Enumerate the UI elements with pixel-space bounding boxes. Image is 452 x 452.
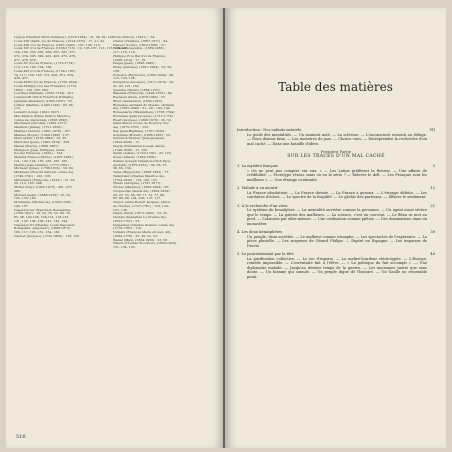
- index-entry: (1924-2006) : 17.: [113, 140, 141, 144]
- index-entry: Louis XIII (roi de France), (1601-1643) : 101, 106, 113.: [14, 42, 101, 47]
- index-entry: Mirabeau (Honoré Gabriel, comte de),: [14, 170, 75, 174]
- index-entry: comte de, maréchal), (1808-1893) :: [14, 117, 70, 122]
- toc-chapter-page: 21: [430, 203, 435, 208]
- toc-introduction-page: VII: [429, 128, 435, 132]
- index-entry: Pinay (Antoine), (1891-1994) : 52, 56,: [113, 65, 173, 69]
- index-entry: 121, 134, 135.: [113, 245, 136, 249]
- index-entry: Malraux (André), (1901-1976) : 167.: [14, 128, 72, 133]
- index-entry: Mac-Mahon (Edme Patrice Maurice,: [14, 113, 71, 118]
- index-entry: Légion (Vladimir Ilitch Oulianov), (1870-1924) : 31, 34, 62, 126.: [14, 35, 115, 39]
- index-entry: Richelieu (Armand du Plessis, cardinal: [113, 102, 174, 107]
- right-page-toc: [225, 8, 446, 448]
- toc-chapter-line: [237, 186, 435, 191]
- index-entry: 106, 117, 123, 131, 134, 136.: [14, 230, 61, 234]
- index-entry: de l'Aulne), (1727-1781) : 119, 120,: [113, 203, 169, 208]
- index-entry: Rueff (Jacques), (1896-1978) : 25, 53.: [113, 117, 172, 122]
- toc-chapter-desc: La France absolutiste. — La France divisée. — La France à genoux. — L'étrange défaite. — Les conduites d'échec. — Le spectre de la fragilité. — Le gâchis des partisans. — Effacer le sentiment.: [247, 190, 427, 199]
- index-entry: Sorel (Albert), (1842-1906) :: [113, 155, 158, 159]
- index-entry: Robespierre (Maximilien), (1758-1794) :: [113, 110, 177, 114]
- index-entry: Merlin (Jean-Charles), (1775-1831) :: [14, 162, 72, 167]
- toc-chapter-desc: Le système du broadyloer. — La mentalité ouvrière comme la personne. — Un agent aussi sévère que le temps. — La galerie des malheurs. — La science, c'est un couvent. — Le fléau se met au pied. — Colonisés par elles-mêmes. — Une civilisation comme piétrie. — Des dominations dans un monastère.: [247, 208, 427, 226]
- index-entry: tre des Finances, (1922-) : 154.: [14, 151, 64, 156]
- index-entry: Montaigne (Michel de), (1533-1592) :: [14, 200, 73, 204]
- index-entry: Lowndes (William), (1652-1724) : 261.: [14, 91, 75, 96]
- index-entry: (1633-1707) : 53.: [113, 218, 141, 223]
- index-entry: Michelet (Jules), (1798-1874) : 59, 60.: [14, 166, 74, 171]
- index-entry: 477, 478, 479.: [14, 57, 37, 62]
- index-entry: 280.: [14, 188, 21, 193]
- index-entry: 38, 65, 134.: [113, 166, 132, 171]
- index-entry: 85, 86, 98, 104, 106, 113, 117.: [113, 196, 162, 201]
- index-entry: 158.: [113, 68, 120, 73]
- toc-chapter-label: [237, 230, 427, 235]
- index-entry: Maréchal (Jean), (1902-1974) : 259.: [14, 140, 71, 144]
- index-entry: Mendès France (Pierre), (1907-1982) :: [14, 155, 75, 159]
- index-entry: Wilson (Thomas Woodrow), (1856-1924) :: [113, 241, 179, 246]
- index-entry: Valéry (Paul), (1871-1945) : 53, 55.: [113, 211, 169, 216]
- index-entry: Pasteur (Louis), (1822-1895) : 57.: [113, 42, 166, 47]
- index-entry: Matignon (Jean, Philippe), minis-: [14, 147, 66, 152]
- index-entry: (1748-1836) : 17, 120.: [113, 147, 149, 152]
- index-entry: Sieyès (Emmanuel Joseph, abbé),: [113, 143, 166, 148]
- toc-introduction-desc: Le poids des mentalités. — Un moment noté. — La sclérose. — L'inconscient ressenti au déluge. — Nous disions faux. — Les monstres de jazz. — Choses vues. — Entreprendre la recherche d'un mal caché. — Dans une bataille d'idées.: [247, 132, 427, 146]
- toc-chapters: [237, 164, 435, 279]
- book-spread: [6, 8, 446, 448]
- index-entry: Mollet (Guy), (1905-1975) : 261, 275.: [14, 185, 73, 189]
- index-entry: Madison (James), (1751-1836) :: [14, 125, 64, 129]
- index-entry: Napoléon III (Charles, Louis Napoléon: [14, 222, 75, 227]
- index-entry: 131, 132, 134, 136, 141, 142, 144.: [14, 218, 69, 223]
- toc-chapter-number: 5.: [237, 252, 241, 256]
- toc-chapter: [237, 230, 435, 248]
- index-entry: Weber (Max), (1864-1920) : 53, 56.: [113, 237, 169, 242]
- index-entry: 1850) : 136, 185, 350.: [14, 87, 49, 92]
- toc-chapter-desc: La purification collective. — Le jeu d'espoirs. — La maître-lourdeur stéréotypée. — L'Europe, remède impossible. — L'inventaire fait à l'élève. — « La politique du fait accompli ». — Une diplomatie malade. — Jusqu'au dernier temps de la guerre. — Les anciennes patrie que sans doute. — Un homme qui cumule. — Un peuple digne de l'histoire. — Un Gaulle ne ressemble point.: [247, 256, 427, 279]
- index-entry: Vergennes (Charles Gravier, comte de),: [113, 222, 175, 227]
- index-entry: Manuel (Roger), (1900-1980) : 107.: [14, 132, 70, 137]
- index-entry: (1754-1838) : 119, 120, 125.: [113, 177, 158, 182]
- index-entry: Louis XIII (Saint, roi de France), (1214-1270) : 17, 21, 23.: [14, 38, 105, 43]
- index-entry: Luzzatti (Luigi), (1841-1927) :: [14, 110, 62, 114]
- toc-chapter-page: 3: [432, 164, 435, 168]
- index-entry: Bonaparte, empereur), (1808-1873) :: [14, 226, 73, 231]
- toc-chapter-desc: Un peuple, deux sociétés. — Le malheur comme triomphe. — Les spectacles de l'espérance. — La pièce plurielle. — Les surprises de Gérard Philipe. — Digéré en Espagne. — Les impasses de l'envie.: [247, 234, 427, 248]
- toc-chapter-page: 12: [430, 186, 435, 190]
- index-entry: 36, 112, 185, 398.: [14, 181, 43, 186]
- toc-chapter-label: [237, 164, 427, 169]
- toc-chapter-title: Les deux hémisphères: [241, 230, 283, 234]
- index-entry: Nora (Simon), (1921-) : 34.: [113, 35, 156, 39]
- index-entry: Voltaire (François Marie Arouet, dit),: [113, 230, 172, 234]
- index-entry: Louis XVIII (roi de France), (1755-1824) :: [14, 80, 80, 84]
- index-entry: Louis XVI (roi de France), (1754-1793) :: [14, 68, 77, 73]
- part-subtitle: SUR LES TRACES D'UN MAL CACHÉ: [287, 153, 385, 159]
- index-entry: Queuille (Henri), (1884-1970) :: [113, 87, 162, 92]
- index-entry: 20, 23, 53, 56, 60, 71, 72, 77, 80,: [113, 192, 166, 197]
- index-entry: Rousseau (Jean-Jacques), (1712-1778) :: [113, 113, 175, 118]
- index-entry: Staline (Joseph Vissarionovitch Djou-: [113, 158, 172, 163]
- toc-chapter-line: [237, 252, 435, 257]
- index-entry: (1719-1787) : 119.: [113, 226, 143, 231]
- index-entry: 113.: [14, 106, 21, 111]
- toc-chapter-title: À la recherche d'un virus: [241, 203, 288, 208]
- index-entry: Ludendorff (Erich Friedrich Wilhelm),: [14, 95, 74, 99]
- index-entry: Ribot (Alexandre), (1842-1923) :: [113, 98, 164, 103]
- index-entry: 117, 118, 119.: [113, 50, 136, 54]
- toc-chapter-label: [237, 252, 427, 257]
- index-entry: Talleyrand (Charles Maurice de),: [113, 173, 165, 178]
- toc-chapter: [237, 164, 435, 182]
- toc-chapter-page: 40: [430, 252, 435, 256]
- index-entry: Servan-Schreiber (Jean-Jacques),: [113, 136, 166, 141]
- index-entry: de), (1675-1755) : 123.: [113, 125, 150, 129]
- index-entry: Rabelais (François), (1494-1553) : 64.: [113, 91, 173, 96]
- index-entry: 14, 117, 120, 153, 161, 220, 351, 359,: [14, 72, 75, 77]
- index-entry: Monnet (Jean), (1888-1979) : 25, 61,: [14, 192, 72, 197]
- index-entry: Philippe IV le Bel (roi de France),: [113, 53, 166, 58]
- toc-chapter-label: [237, 186, 427, 191]
- toc-chapter-number: 1.: [237, 164, 241, 168]
- index-entry: 113, 119, 120, 124, 138.: [14, 65, 53, 69]
- index-entry: 127, 138.: [113, 207, 128, 212]
- index-entry: Thiers (Adolphe), (1797-1877) :: [113, 181, 163, 186]
- index-entry: Pélissier (Auguste), (1889-1986) :: [113, 46, 166, 51]
- index-column-right: [113, 36, 199, 250]
- index-entry: Louis-Philippe (roi des Français), (1773-: [14, 83, 78, 88]
- index-entry: Turgot (Anne Robert Jacques, baron: [113, 200, 170, 204]
- index-entry: (1769-1821) : 16, 23, 35, 53, 68, 74,: [14, 211, 71, 216]
- index-entry: Luther (Martin), (1483-1546) : 82, 84,: [14, 102, 74, 107]
- index-entry: 85, 98, 102-106, 109-114, 118-125,: [14, 215, 70, 219]
- part-heading: Première Partie: [320, 150, 352, 154]
- index-entry: Necker (Jacques), (1732-1804) : 119, 120.: [14, 233, 81, 238]
- index-entry: Thorez (Maurice), (1900-1964) : 65.: [113, 185, 170, 189]
- toc-introduction-label: Introduction : Nos enfants naturels: [237, 128, 302, 132]
- toc-body: [237, 128, 435, 281]
- index-entry: Napoléon Ier (Napoléon Bonaparte),: [14, 207, 72, 212]
- index-entry: Piaget (Jean), (1896-1980) :: [113, 61, 157, 66]
- index-entry: 109, 167.: [14, 203, 29, 208]
- index-entry: (1749-1791) : 123, 136.: [14, 173, 51, 178]
- index-entry: (général allemand), (1865-1937) : 53.: [14, 98, 73, 103]
- index-entry: 150, 162, 253, 263, 269, 307, 367, 371,: [14, 50, 76, 54]
- index-entry: Marx (Karl), (1818-1883) : 53, 85.: [14, 136, 68, 141]
- index-entry: Smith (Adam), (1723-1790) : 35, 125.: [113, 151, 172, 156]
- index-entry: Vauban (Sébastien Le Prestre de),: [113, 215, 167, 219]
- index-entry: Massé (Pierre), (1898-1987) :: [14, 143, 61, 148]
- index-entry: Poincaré (Raymond), (1860-1934) : 98,: [113, 72, 174, 77]
- toc-chapter-page: 30: [430, 230, 435, 234]
- index-entry: 112, 123, 158.: [113, 76, 136, 81]
- toc-chapter: [237, 186, 435, 200]
- index-entry: gachvili), (1879-1953) : 34, 36, 37,: [113, 162, 168, 167]
- toc-chapter-title: La mystère français: [241, 164, 278, 168]
- index-entry: Say (Jean-Baptiste), (1767-1832) :: [113, 128, 167, 133]
- toc-chapter-line: [237, 230, 435, 235]
- index-entry: Pompidou (Georges), (1911-1974) : 26,: [113, 80, 175, 84]
- index-entry: (1694-1778) : 33, 49, 51, 53.: [113, 233, 158, 238]
- index-entry: Schuman (Robert), (1886-1963) : 53.: [113, 132, 171, 137]
- index-entry: 41, 43, 121, 160.: [113, 83, 140, 88]
- toc-chapter: [237, 204, 435, 227]
- toc-chapter-number: 2.: [237, 186, 241, 190]
- index-entry: Reynaud (Paul), (1878-1966) : 57.: [113, 95, 166, 99]
- index-entry: 372, 374, 395, 399, 401, 403, 475, 476,: [14, 53, 76, 58]
- index-entry: Saint-Simon (Louis de Rouvroy, duc: [113, 121, 169, 126]
- index-entry: 429, 477.: [14, 76, 29, 81]
- index-entry: (1268-1314) : 17, 19.: [113, 57, 147, 62]
- toc-chapter-desc: « On ne peut pas compter sur eux. » — Les Latins préfèrent la théorie. — Une affaire de crédibilité. — Prototype réussi, mais où en la série ? — Relever le défi. — Les Français sont les meilleurs ». — Une étrange continuité.: [247, 168, 427, 182]
- index-entry: Louis XIV (roi de France), (1638-1715) : 12, 103-107, 112, 113, 119-126,: [14, 46, 129, 51]
- page-number: 516: [16, 434, 26, 440]
- index-entry: Taine (Hippolyte), (1828-1893) : 73.: [113, 170, 170, 174]
- index-entry: de), (1585-1642) : 21, 101, 103, 104.: [113, 106, 171, 111]
- index-entry: Tocqueville (Alexis de), (1805-1859) :: [113, 188, 172, 193]
- left-page-index: [6, 8, 224, 448]
- index-entry: Mitterrand (François), (1916-) : 21, 32,: [14, 177, 76, 182]
- toc-chapter-number: 3.: [237, 203, 241, 208]
- toc-introduction: [237, 128, 435, 133]
- toc-chapter-number: 4.: [237, 230, 241, 234]
- index-entry: 121, 122, 124, 155, 162, 163, 165.: [14, 158, 69, 163]
- index-entry: Olivier (Charles), (1887-1971) : 94.: [113, 38, 169, 43]
- index-entry: Machiavel (Nicolas), (1469-1527) :: [14, 121, 69, 126]
- toc-chapter-title: Le pourrissement par la tête: [241, 252, 294, 256]
- toc-chapter-title: Malade à en mourir: [241, 186, 278, 190]
- index-entry: Louis XV (roi de France), (1710-1774) :: [14, 61, 76, 66]
- toc-chapter: [237, 252, 435, 279]
- index-entry: 102, 135, 162.: [14, 196, 37, 201]
- toc-title: Table des matières: [278, 80, 393, 94]
- toc-chapter-line: [237, 164, 435, 169]
